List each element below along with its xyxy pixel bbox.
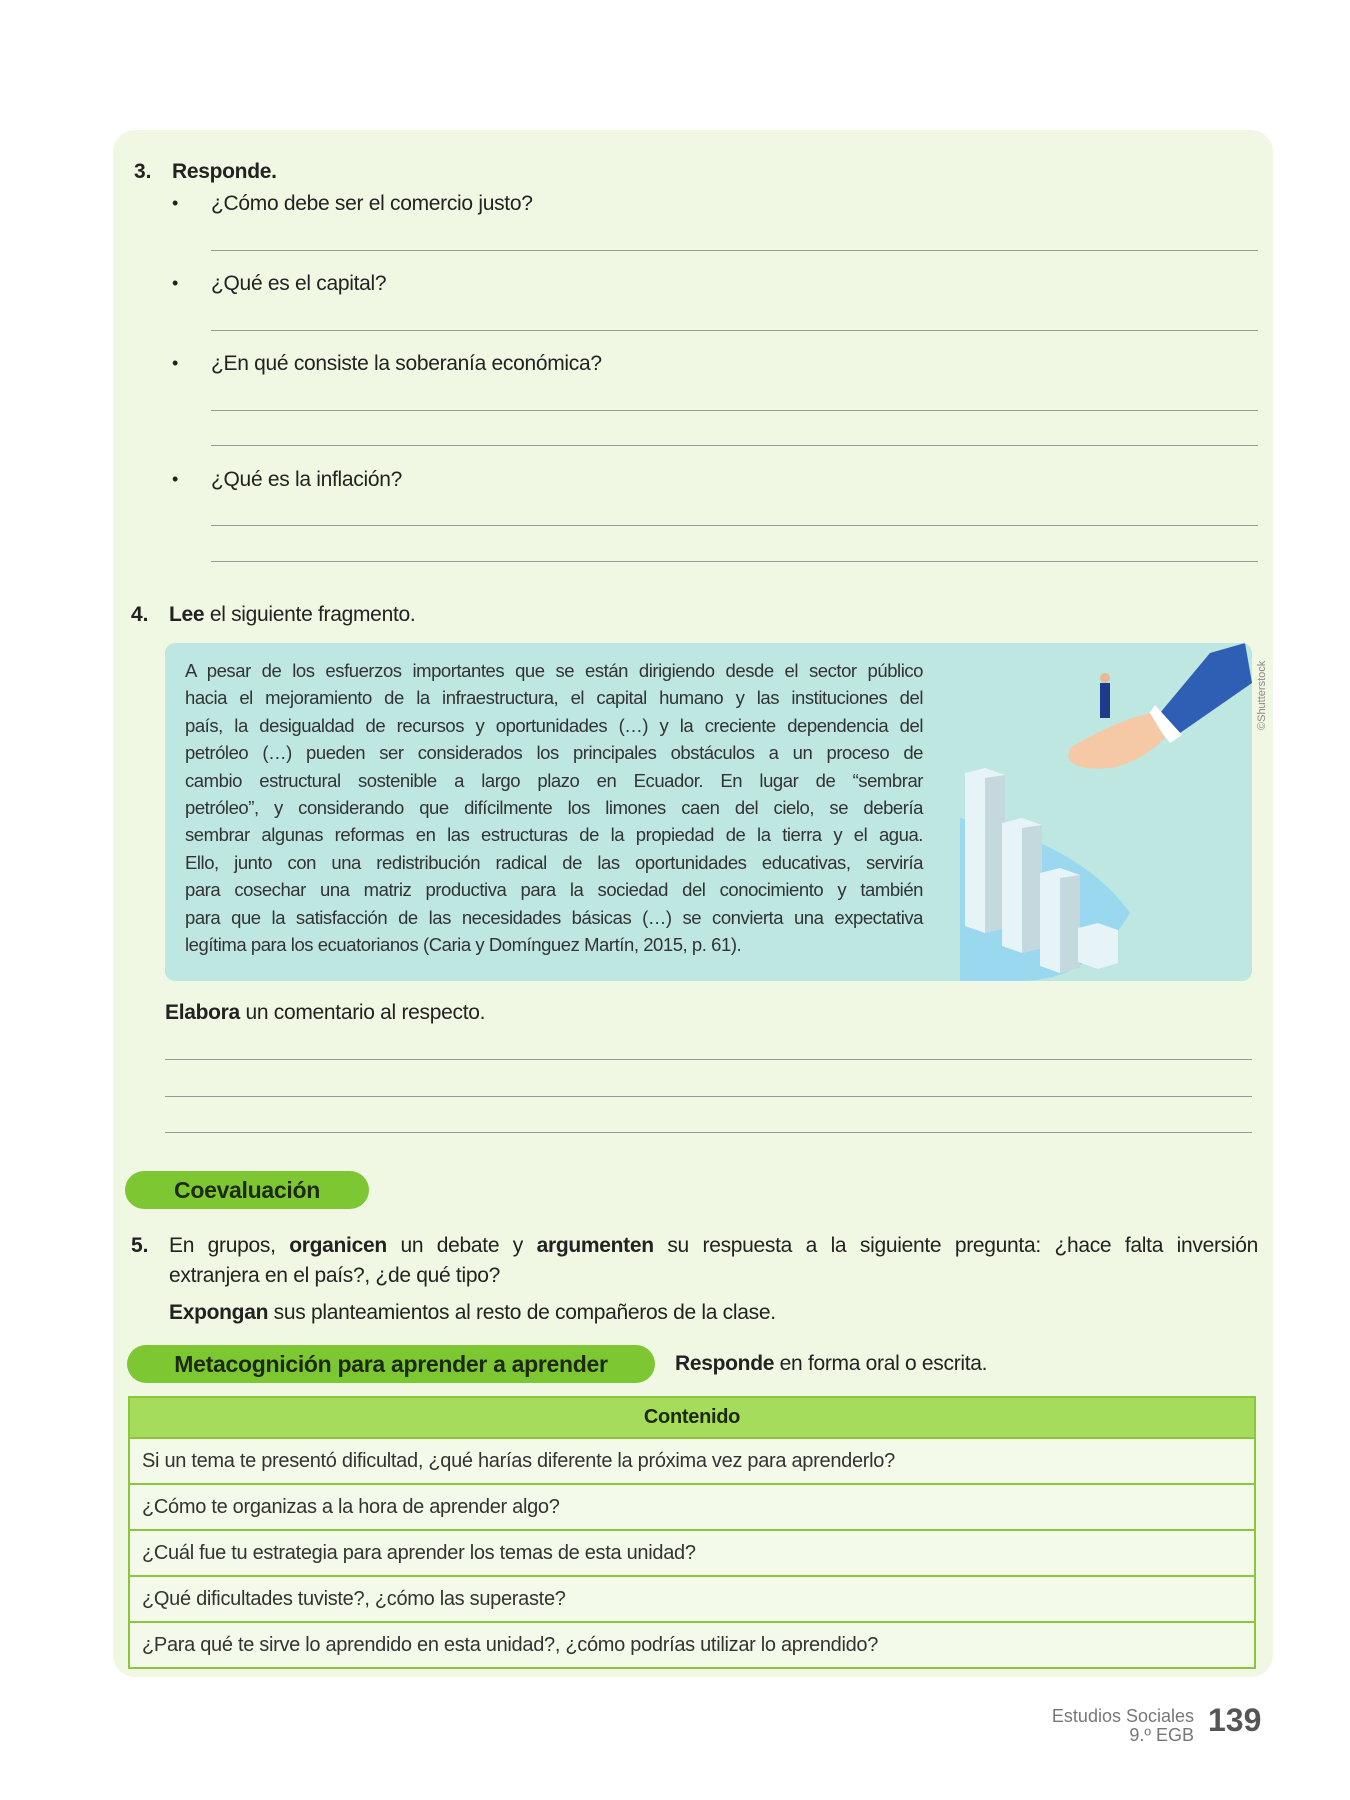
bold-verb: Responde: [675, 1352, 775, 1375]
quote-box: [165, 643, 1252, 981]
text: un debate y: [386, 1234, 537, 1257]
footer-subject: [1052, 1707, 1194, 1745]
table-cell: Si un tema te presentó dificultad, ¿qué harías diferente la próxima vez para aprenderlo?: [129, 1438, 1255, 1484]
bullet: •: [172, 469, 179, 489]
grade: 9.º EGB: [1129, 1725, 1194, 1745]
subject-name: Estudios Sociales: [1051, 1706, 1194, 1726]
meta-instruction: [675, 1352, 987, 1376]
question-item: ¿En qué consiste la soberanía económica?: [211, 352, 602, 375]
instruction-verb: Lee: [169, 603, 205, 626]
answer-line[interactable]: [211, 561, 1258, 562]
question-instruction: [169, 1301, 776, 1325]
quote-line: petróleo”, y considerando que difícilmente los limones caen del cielo, se debería: [185, 796, 923, 818]
quote-line: cambio estructural sostenible a largo plazo en Ecuador. En lugar de “sembrar: [185, 769, 923, 791]
answer-line[interactable]: [211, 445, 1258, 446]
table-cell: ¿Qué dificultades tuviste?, ¿cómo las superaste?: [129, 1576, 1255, 1622]
text: su respuesta a la siguiente pregunta: ¿hace falta inversión: [653, 1234, 1259, 1257]
question-number: 4.: [131, 603, 149, 626]
coevaluacion-label: Coevaluación: [125, 1171, 369, 1209]
metacognition-table: [128, 1396, 1256, 1669]
answer-line[interactable]: [211, 525, 1258, 526]
quote-line: sembrar algunas reformas en las estructuras de la propiedad de la tierra y el agua.: [185, 824, 923, 846]
question-title: Responde.: [172, 160, 277, 183]
bullet: •: [172, 353, 179, 373]
quote-line: país, la desigualdad de recursos y oportunidades (…) y la creciente dependencia del: [185, 714, 923, 736]
answer-line[interactable]: [165, 1132, 1252, 1133]
quote-text: [185, 657, 923, 958]
metacognicion-label: Metacognición para aprender a aprender: [127, 1345, 655, 1383]
question-item: ¿Qué es el capital?: [211, 272, 387, 295]
bold-verb: argumenten: [536, 1234, 654, 1257]
quote-line: Ello, junto con una redistribución radical de las oportunidades educativas, serviría: [185, 851, 923, 873]
businessman-on-hand-illustration: [960, 643, 1252, 981]
question-number: 5.: [131, 1234, 149, 1257]
quote-line: para cosechar una matriz productiva para la sociedad del conocimiento y también: [185, 879, 923, 901]
question-item: ¿Cómo debe ser el comercio justo?: [211, 192, 533, 215]
table-cell: ¿Cuál fue tu estrategia para aprender los temas de esta unidad?: [129, 1530, 1255, 1576]
text: sus planteamientos al resto de compañeros de la clase.: [268, 1301, 776, 1324]
table-row: [129, 1530, 1255, 1576]
table-row: [129, 1576, 1255, 1622]
bullet: •: [172, 193, 179, 213]
question-item: ¿Qué es la inflación?: [211, 468, 402, 491]
answer-line[interactable]: [165, 1059, 1252, 1060]
question-text: [169, 1234, 1258, 1258]
answer-line[interactable]: [211, 330, 1258, 331]
image-credit: ©Shutterstock: [1256, 660, 1268, 730]
text: en forma oral o escrita.: [774, 1352, 988, 1375]
bold-verb: Expongan: [169, 1301, 269, 1324]
task-instruction: [165, 1001, 485, 1025]
question-instruction: [169, 603, 415, 627]
table-row: [129, 1438, 1255, 1484]
quote-line: legítima para los ecuatorianos (Caria y Domínguez Martín, 2015, p. 61).: [185, 933, 742, 955]
quote-line: para que la satisfacción de las necesidades básicas (…) se convierta una expectativa: [185, 906, 923, 928]
page-number: 139: [1208, 1702, 1262, 1738]
quote-line: petróleo (…) pueden ser considerados los principales obstáculos a un proceso de: [185, 742, 923, 764]
task-text: un comentario al respecto.: [239, 1001, 486, 1024]
quote-line: hacia el mejoramiento de la infraestructura, el capital humano y las instituciones del: [185, 687, 923, 709]
bold-verb: organicen: [289, 1234, 387, 1257]
table-cell: ¿Para qué te sirve lo aprendido en esta unidad?, ¿cómo podrías utilizar lo aprendido?: [129, 1622, 1255, 1668]
bullet: •: [172, 273, 179, 293]
question-number: 3.: [134, 160, 152, 183]
answer-line[interactable]: [211, 410, 1258, 411]
text: En grupos,: [169, 1234, 290, 1257]
task-verb: Elabora: [165, 1001, 240, 1024]
instruction-text: el siguiente fragmento.: [204, 603, 416, 626]
answer-line[interactable]: [165, 1096, 1252, 1097]
table-header: Contenido: [129, 1397, 1255, 1438]
quote-line: A pesar de los esfuerzos importantes que se están dirigiendo desde el sector público: [185, 660, 923, 681]
table-row: [129, 1622, 1255, 1668]
answer-line[interactable]: [211, 250, 1258, 251]
question-text-line2: extranjera en el país?, ¿de qué tipo?: [169, 1264, 500, 1287]
table-row: [129, 1484, 1255, 1530]
table-cell: ¿Cómo te organizas a la hora de aprender algo?: [129, 1484, 1255, 1530]
